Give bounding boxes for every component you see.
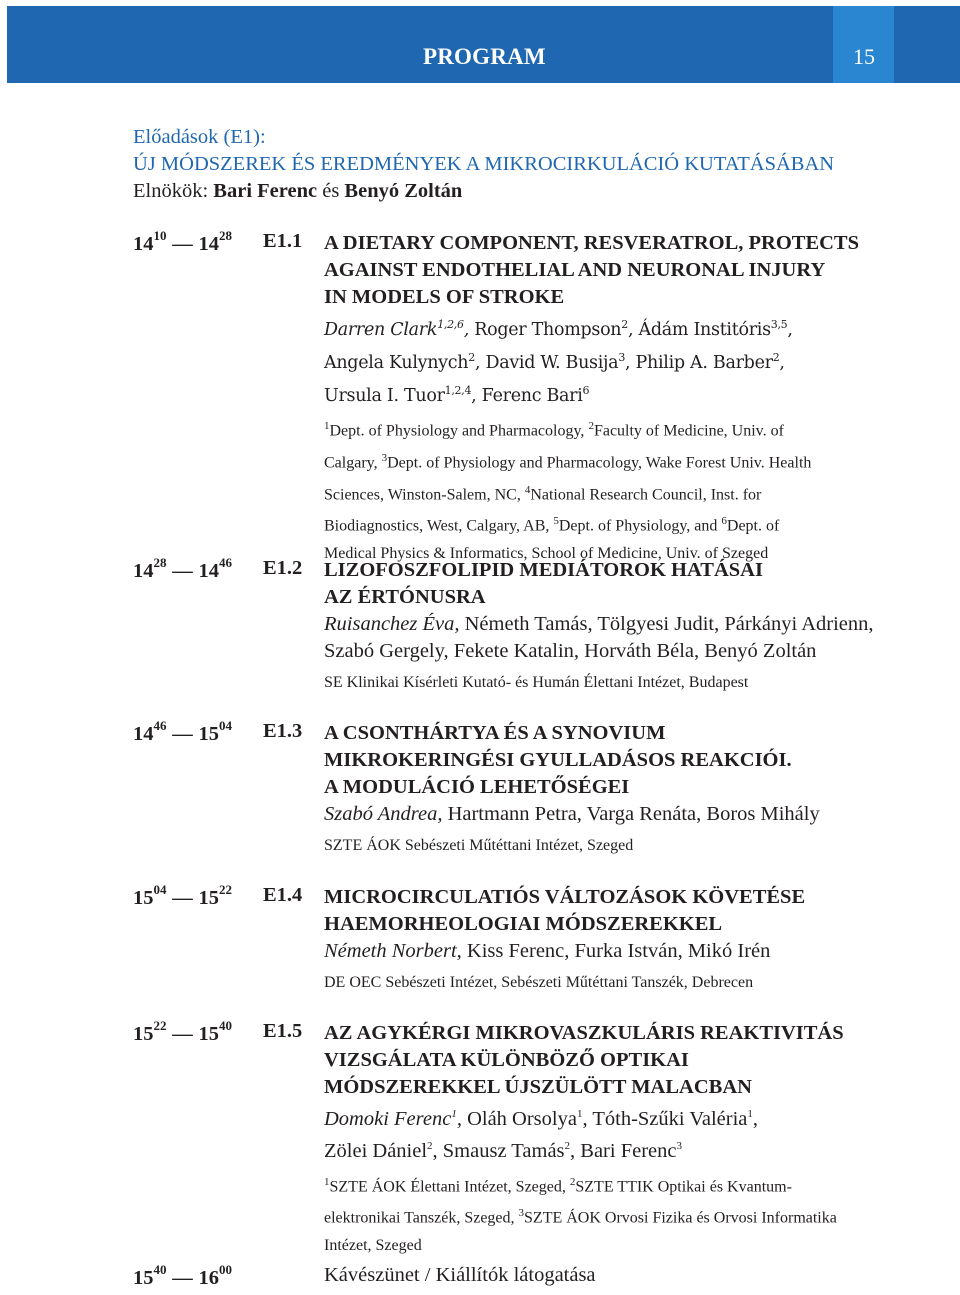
header-tail bbox=[894, 6, 960, 83]
talk-title: AZ AGYKÉRGI MIKROVASZKULÁRIS REAKTIVITÁS VIZSGÁLATA KÜLÖNBÖZŐ OPTIKAI MÓDSZEREKKEL ÚJSZÜLÖTT MALACBAN bbox=[324, 1022, 844, 1098]
talk-authors: Ruisanchez Éva, Németh Tamás, Tölgyesi Judit, Párkányi Adrienn, Szabó Gergely, Fekete Katalin, Horváth Béla, Benyó Zoltán bbox=[324, 613, 874, 662]
chairs-label: Elnökök: bbox=[133, 180, 214, 202]
talk-authors: Szabó Andrea, Hartmann Petra, Varga Renáta, Boros Mihály bbox=[324, 803, 820, 825]
talk-body bbox=[324, 884, 899, 996]
talk-authors: Németh Norbert, Kiss Ferenc, Furka István, Mikó Irén bbox=[324, 940, 771, 962]
talk-affiliation: DE OEC Sebészeti Intézet, Sebészeti Műtéttani Tanszék, Debrecen bbox=[324, 974, 754, 991]
talk-time: $15^{22}$ — $15^{40}$ bbox=[133, 1018, 232, 1045]
section-label: Előadások (E1): bbox=[133, 126, 266, 148]
talk-body bbox=[324, 1020, 899, 1259]
talk-authors: Domoki Ferenc$^1$, Oláh Orsolya$^1$, Tóth-Szűki Valéria$^1$, Zölei Dániel$^2$, Smausz Tamás$^2$, Bari Ferenc$^3$ bbox=[324, 1107, 759, 1162]
talk-time: $15^{04}$ — $15^{22}$ bbox=[133, 882, 232, 909]
talk-authors: Darren Clark$^{1,2,6}$, Roger Thompson$^2$, Ádám Institóris$^{3,5}$, Angela Kulynych$^2$, David W. Busija$^3$, Philip A. Barber$^2$, Ursula I. Tuor$^{1,2,4}$, Ferenc Bari$^6$ bbox=[324, 318, 793, 406]
header-title: PROGRAM bbox=[423, 44, 546, 69]
chairs-line bbox=[133, 178, 834, 205]
talk-code: E1.2 bbox=[263, 557, 303, 579]
chair-1: Bari Ferenc bbox=[213, 180, 318, 202]
page-header bbox=[7, 6, 960, 83]
talk-title: A CSONTHÁRTYA ÉS A SYNOVIUM MIKROKERINGÉSI GYULLADÁSOS REAKCIÓI. A MODULÁCIÓ LEHETŐSÉGEI bbox=[324, 722, 792, 798]
page-number-box bbox=[833, 6, 894, 83]
talk-time: $14^{46}$ — $15^{04}$ bbox=[133, 718, 232, 745]
page-number: 15 bbox=[853, 44, 875, 69]
talk-code: E1.3 bbox=[263, 720, 303, 742]
talk-code: E1.4 bbox=[263, 884, 303, 906]
chairs-and: és bbox=[317, 180, 345, 202]
talk-body bbox=[324, 557, 899, 696]
talk-title: A DIETARY COMPONENT, RESVERATROL, PROTECTS AGAINST ENDOTHELIAL AND NEURONAL INJURY IN MODELS OF STROKE bbox=[324, 232, 860, 308]
talk-affiliation: $^1$Dept. of Physiology and Pharmacology, $^2$Faculty of Medicine, Univ. of Calgary, $^3$Dept. of Physiology and Pharmacology, Wake Forest Univ. Health Sciences, Winston-Salem, NC, $^4$National Research Council, Inst. for Biodiagnostics, West, Calgary, AB, $^5$Dept. of Physiology, and $^6$Dept. of Medical Physics & Informatics, School of Medicine, Univ. of Szeged bbox=[324, 420, 812, 562]
talk-time: $14^{28}$ — $14^{46}$ bbox=[133, 555, 232, 582]
talk-body bbox=[324, 230, 899, 567]
talk-affiliation: $^1$SZTE ÁOK Élettani Intézet, Szeged, $^2$SZTE TTIK Optikai és Kvantum- elektronikai Tanszék, Szeged, $^3$SZTE ÁOK Orvosi Fizika és Orvosi Informatika Intézet, Szeged bbox=[324, 1175, 837, 1254]
section-heading bbox=[133, 124, 834, 205]
talk-body bbox=[324, 720, 899, 859]
talk-code: E1.5 bbox=[263, 1020, 303, 1042]
talk-title: MICROCIRCULATIÓS VÁLTOZÁSOK KÖVETÉSE HAEMORHEOLOGIAI MÓDSZEREKKEL bbox=[324, 886, 806, 935]
talk-title: LIZOFOSZFOLIPID MEDIÁTOROK HATÁSAI AZ ÉRTÓNUSRA bbox=[324, 559, 763, 608]
talk-code: E1.1 bbox=[263, 230, 303, 252]
talk-affiliation: SZTE ÁOK Sebészeti Műtéttani Intézet, Szeged bbox=[324, 837, 634, 854]
section-title: ÚJ MÓDSZEREK ÉS EREDMÉNYEK A MIKROCIRKULÁCIÓ KUTATÁSÁBAN bbox=[133, 153, 835, 175]
talk-affiliation: SE Klinikai Kísérleti Kutató- és Humán Élettani Intézet, Budapest bbox=[324, 674, 749, 691]
talk-time: $14^{10}$ — $14^{28}$ bbox=[133, 228, 232, 255]
chair-2: Benyó Zoltán bbox=[344, 180, 463, 202]
break-label: Kávészünet / Kiállítók látogatása bbox=[324, 1264, 596, 1286]
break-time: $15^{40}$ — $16^{00}$ bbox=[133, 1262, 232, 1289]
